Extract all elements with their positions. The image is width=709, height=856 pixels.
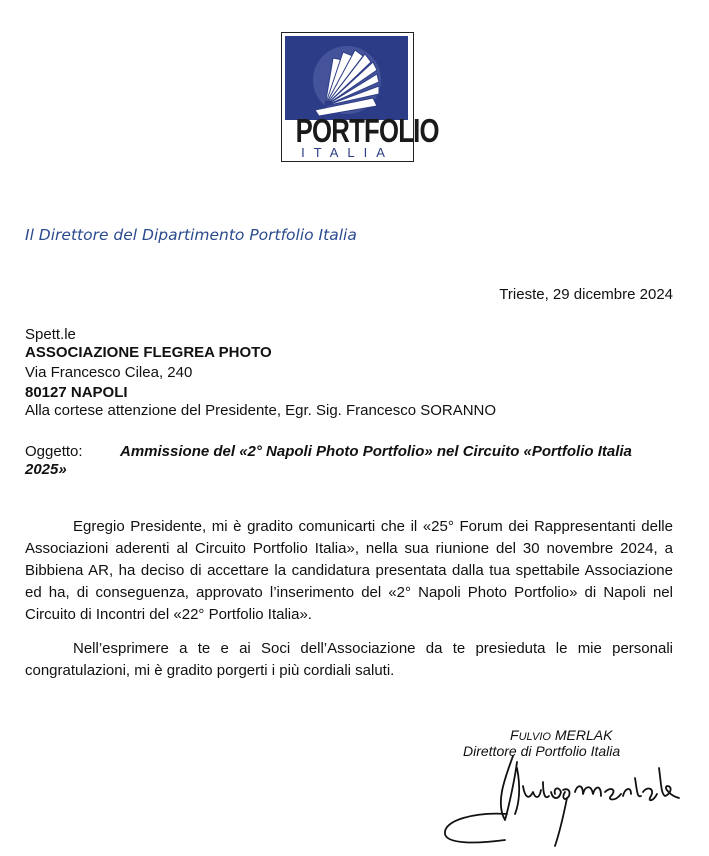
logo-word-portfolio: PORTFOLIO [295,112,439,149]
subject-label: Oggetto: [25,443,83,460]
signatory-first-rest: ULVIO [518,731,551,743]
recipient-name: ASSOCIAZIONE FLEGREA PHOTO [25,344,272,361]
body-paragraph-2: Nell’esprimere a te e ai Soci dell’Associazione da te presieduta le mie personali congratulazioni, mi è gradito porgerti i più cordiali saluti. [25,640,673,679]
handwritten-signature [435,748,695,848]
signatory-first-initial: F [510,727,519,743]
logo-word-italia: ITALIA [301,145,394,160]
director-heading: Il Direttore del Dipartimento Portfolio Italia [25,226,357,244]
body-paragraph-1: Egregio Presidente, mi è gradito comunicarti che il «25° Forum dei Rappresentanti delle Associazioni aderenti al Circuito Portfolio Italia», nella sua riunione del 30 novembre 2024, a Bibbiena AR, ha deciso di accettare la candidatura presentata dalla tua spettabile Associazione ed ha, di conseguenza, approvato l’inserimento del «2° Napoli Photo Portfolio» di Napoli nel Circuito di Incontri del «22° Portfolio Italia». [25,518,673,623]
logo-book-emblem [285,36,408,120]
letter-date: Trieste, 29 dicembre 2024 [499,286,673,303]
signatory-name [510,727,612,743]
open-book-icon [285,36,408,120]
subject-text: Ammissione del «2° Napoli Photo Portfolio» nel Circuito «Portfolio Italia 2025» [25,443,632,478]
recipient-attention: Alla cortese attenzione del Presidente, Egr. Sig. Francesco SORANNO [25,402,497,419]
portfolio-italia-logo [281,32,439,162]
recipient-salutation: Spett.le [25,326,76,343]
recipient-street: Via Francesco Cilea, 240 [25,364,193,381]
signatory-title: Direttore di Portfolio Italia [463,743,621,759]
signatory-last-name: MERLAK [554,727,613,743]
recipient-city: 80127 NAPOLI [25,384,128,401]
